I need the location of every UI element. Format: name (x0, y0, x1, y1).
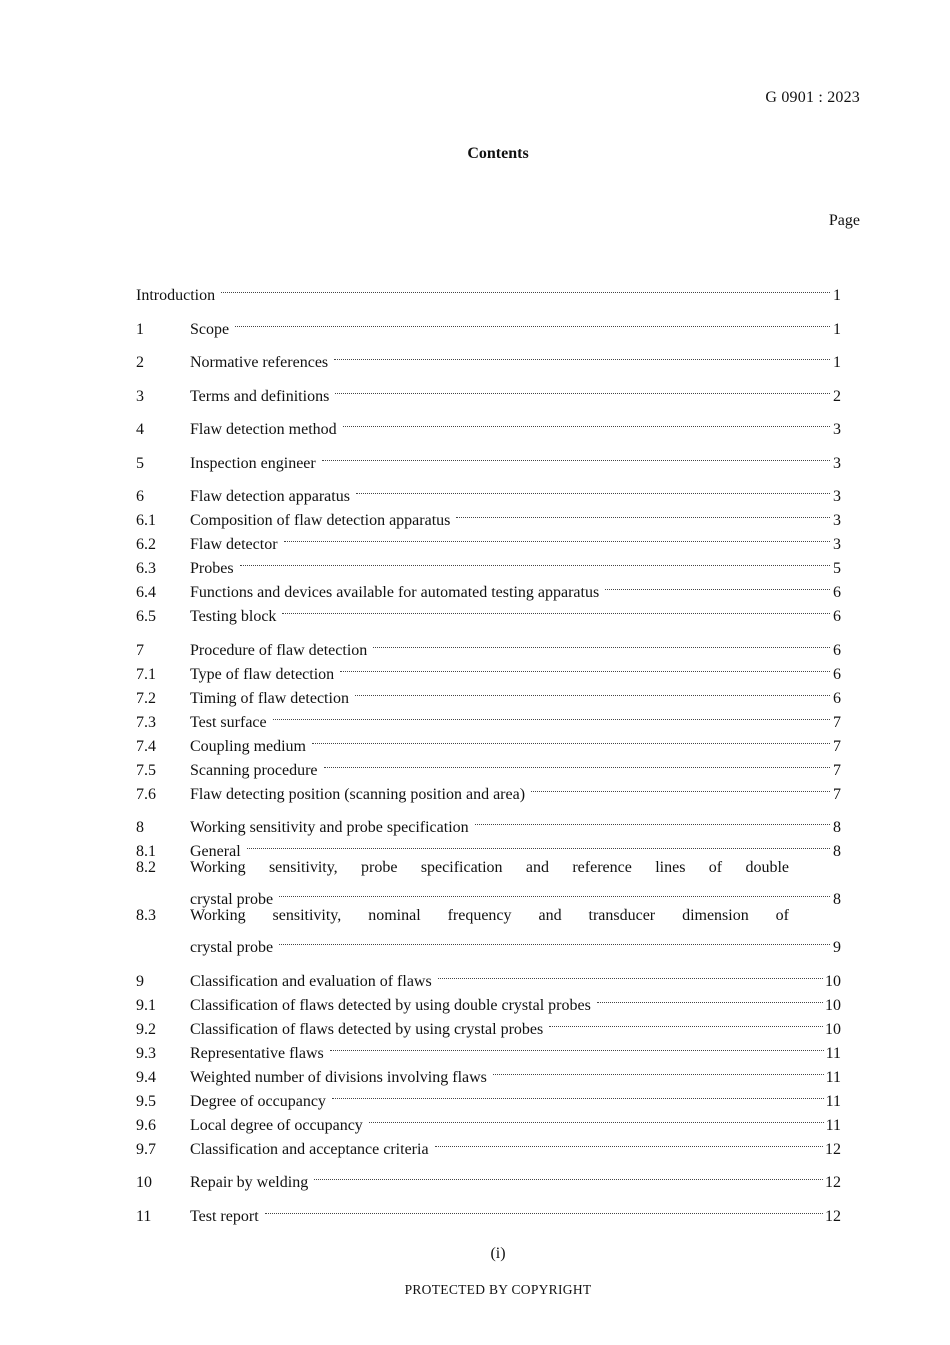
toc-page: 11 (825, 1044, 841, 1062)
toc-title: Scanning procedure (190, 761, 318, 779)
toc-entry-9-6[interactable] (136, 1106, 841, 1134)
toc-number: 9.3 (136, 1044, 156, 1062)
toc-number: 9.1 (136, 996, 156, 1014)
toc-leader (332, 343, 832, 367)
toc-title: Classification of flaws detected by using crystal probes (190, 1020, 544, 1038)
toc-leader (238, 549, 832, 573)
toc-entry-8-3[interactable] (136, 904, 841, 928)
toc-leader (282, 525, 832, 549)
toc-title: Representative flaws (190, 1044, 324, 1062)
toc-title: Terms and definitions (190, 387, 330, 405)
toc-title: Classification of flaws detected by using double crystal probes (190, 996, 591, 1014)
toc-title: Classification and acceptance criteria (190, 1140, 429, 1158)
toc-page: 3 (833, 454, 841, 472)
toc-title: Inspection engineer (190, 454, 316, 472)
toc-number: 11 (136, 1207, 152, 1225)
toc-page: 3 (833, 536, 841, 553)
toc-entry-8-3-continued[interactable] (136, 928, 841, 956)
toc-entry-7-3[interactable] (136, 703, 841, 731)
toc-leader (312, 1163, 825, 1187)
toc-entry-8-1[interactable] (136, 832, 841, 860)
toc-number: 7.1 (136, 665, 156, 683)
toc-page: 10 (825, 972, 841, 990)
toc-number: 6.4 (136, 584, 156, 601)
toc-leader (320, 444, 832, 468)
toc-number: 6 (136, 488, 144, 505)
toc-title: Procedure of flaw detection (190, 641, 368, 659)
toc-leader (353, 679, 832, 703)
toc-title: General (190, 843, 241, 860)
toc-title: Timing of flaw detection (190, 689, 349, 707)
toc-page: 8 (833, 843, 841, 860)
toc-page: 2 (833, 387, 841, 405)
toc-page: 5 (833, 560, 841, 577)
toc-title: Probes (190, 560, 234, 577)
toc-page: 11 (825, 1068, 841, 1086)
toc-page: 10 (825, 996, 841, 1014)
toc-entry-7-6[interactable] (136, 775, 841, 803)
toc-page: 1 (833, 354, 841, 371)
toc-leader (341, 410, 832, 434)
toc-page: 7 (833, 713, 841, 731)
toc-number: 4 (136, 421, 144, 438)
toc-entry-4[interactable] (136, 410, 841, 438)
toc-entry-6-4[interactable] (136, 573, 841, 601)
toc-number: 3 (136, 387, 144, 405)
toc-leader (547, 1010, 825, 1034)
document-id: G 0901 : 2023 (765, 89, 860, 106)
toc-entry-6-1[interactable] (136, 501, 841, 529)
toc-entry-7-2[interactable] (136, 679, 841, 707)
toc-title: Coupling medium (190, 737, 306, 755)
toc-leader (354, 477, 832, 501)
toc-entry-9-7[interactable] (136, 1130, 841, 1158)
toc-entry-9-1[interactable] (136, 986, 841, 1014)
toc-entry-9-2[interactable] (136, 1010, 841, 1038)
toc-leader (310, 727, 832, 751)
toc-page: 12 (825, 1174, 841, 1191)
toc-page: 1 (833, 287, 841, 304)
toc-number: 7.2 (136, 689, 156, 707)
toc-number: 9.4 (136, 1068, 156, 1086)
toc-page: 7 (833, 761, 841, 779)
toc-leader (233, 310, 832, 334)
table-of-contents (136, 276, 841, 1225)
toc-title: Flaw detection method (190, 421, 337, 438)
toc-title: Test report (190, 1207, 259, 1225)
toc-entry-8-2-continued[interactable] (136, 880, 841, 908)
toc-entry-1[interactable] (136, 310, 841, 338)
toc-title: Working sensitivity, probe specification and reference lines of double (190, 859, 789, 876)
toc-number: 8.1 (136, 843, 156, 860)
toc-entry-10[interactable] (136, 1163, 841, 1191)
toc-number: 7.4 (136, 737, 156, 755)
toc-number: 7.3 (136, 713, 156, 731)
toc-leader (491, 1058, 826, 1082)
toc-leader (595, 986, 825, 1010)
toc-number: 8.2 (136, 859, 156, 876)
toc-number: 9.2 (136, 1020, 156, 1038)
toc-leader (333, 377, 832, 401)
toc-entry-introduction[interactable] (136, 276, 841, 304)
toc-title: Classification and evaluation of flaws (190, 972, 432, 990)
toc-number: 6.5 (136, 608, 156, 625)
toc-number: 9.7 (136, 1140, 156, 1158)
toc-entry-9[interactable] (136, 962, 841, 990)
toc-number: 7 (136, 641, 144, 659)
toc-page: 7 (833, 785, 841, 803)
toc-title: Repair by welding (190, 1174, 309, 1191)
toc-title: Local degree of occupancy (190, 1116, 363, 1134)
toc-title: Normative references (190, 354, 329, 371)
toc-leader (271, 703, 832, 727)
toc-number: 5 (136, 454, 144, 472)
toc-title: Flaw detector (190, 536, 278, 553)
toc-title: Flaw detecting position (scanning position and area) (190, 785, 526, 803)
toc-title: Testing block (190, 608, 277, 625)
toc-entry-5[interactable] (136, 444, 841, 472)
toc-leader (328, 1034, 826, 1058)
toc-title: Test surface (190, 713, 267, 731)
toc-entry-7-5[interactable] (136, 751, 841, 779)
toc-entry-7-1[interactable] (136, 655, 841, 683)
toc-entry-3[interactable] (136, 377, 841, 405)
toc-entry-9-4[interactable] (136, 1058, 841, 1086)
toc-leader (263, 1197, 825, 1221)
toc-entry-7[interactable] (136, 631, 841, 659)
toc-entry-9-3[interactable] (136, 1034, 841, 1062)
toc-page: 6 (833, 665, 841, 683)
toc-page: 11 (825, 1116, 841, 1134)
toc-entry-9-5[interactable] (136, 1082, 841, 1110)
toc-page: 6 (833, 584, 841, 601)
toc-page: 3 (833, 512, 841, 529)
toc-leader (280, 597, 832, 621)
contents-title: Contents (467, 145, 529, 162)
toc-page: 9 (833, 939, 841, 956)
toc-title: Composition of flaw detection apparatus (190, 512, 451, 529)
toc-leader (436, 962, 825, 986)
page-number: (i) (490, 1245, 506, 1262)
toc-title: Scope (190, 320, 230, 338)
toc-entry-11[interactable] (136, 1197, 841, 1225)
toc-number: 6.1 (136, 512, 156, 529)
toc-title: Working sensitivity and probe specification (190, 819, 469, 836)
toc-page: 3 (833, 421, 841, 438)
toc-title: Type of flaw detection (190, 665, 335, 683)
toc-number: 2 (136, 354, 144, 371)
toc-leader (433, 1130, 825, 1154)
toc-entry-6[interactable] (136, 477, 841, 505)
toc-number: 8.3 (136, 907, 156, 924)
toc-title: Introduction (136, 287, 216, 304)
toc-page: 3 (833, 488, 841, 505)
toc-page: 7 (833, 737, 841, 755)
toc-number: 6.3 (136, 560, 156, 577)
toc-page: 8 (833, 891, 841, 908)
toc-leader (529, 775, 832, 799)
toc-page: 6 (833, 641, 841, 659)
toc-entry-6-5[interactable] (136, 597, 841, 625)
toc-leader (338, 655, 832, 679)
toc-leader (277, 928, 832, 952)
toc-leader (219, 276, 832, 300)
toc-page: 8 (833, 819, 841, 836)
toc-title: Degree of occupancy (190, 1092, 326, 1110)
page-column-label: Page (828, 212, 860, 229)
toc-title: Functions and devices available for automated testing apparatus (190, 584, 600, 601)
toc-page: 12 (825, 1207, 841, 1225)
toc-number: 9 (136, 972, 144, 990)
toc-number: 9.6 (136, 1116, 156, 1134)
toc-title: Working sensitivity, nominal frequency and transducer dimension of (190, 907, 789, 924)
toc-number: 7.5 (136, 761, 156, 779)
toc-entry-8-2[interactable] (136, 856, 841, 880)
toc-page: 10 (825, 1020, 841, 1038)
toc-entry-8[interactable] (136, 808, 841, 836)
toc-number: 9.5 (136, 1092, 156, 1110)
toc-number: 6.2 (136, 536, 156, 553)
toc-leader (454, 501, 832, 525)
toc-entry-7-4[interactable] (136, 727, 841, 755)
toc-leader (277, 880, 832, 904)
toc-title-continued: crystal probe (190, 939, 274, 956)
toc-title: Flaw detection apparatus (190, 488, 350, 505)
copyright-notice: PROTECTED BY COPYRIGHT (404, 1282, 592, 1297)
toc-title: Weighted number of divisions involving flaws (190, 1068, 487, 1086)
toc-page: 11 (825, 1092, 841, 1110)
toc-page: 6 (833, 608, 841, 625)
toc-number: 10 (136, 1174, 152, 1191)
toc-page: 6 (833, 689, 841, 707)
toc-leader (322, 751, 832, 775)
toc-leader (367, 1106, 826, 1130)
toc-title-continued: crystal probe (190, 891, 274, 908)
toc-page: 12 (825, 1140, 841, 1158)
toc-entry-2[interactable] (136, 343, 841, 371)
toc-number: 1 (136, 320, 144, 338)
toc-page: 1 (833, 320, 841, 338)
toc-leader (371, 631, 832, 655)
toc-entry-6-2[interactable] (136, 525, 841, 553)
toc-leader (603, 573, 832, 597)
toc-number: 7.6 (136, 785, 156, 803)
toc-leader (245, 832, 832, 856)
toc-entry-6-3[interactable] (136, 549, 841, 577)
toc-leader (330, 1082, 826, 1106)
toc-number: 8 (136, 819, 144, 836)
toc-leader (473, 808, 832, 832)
